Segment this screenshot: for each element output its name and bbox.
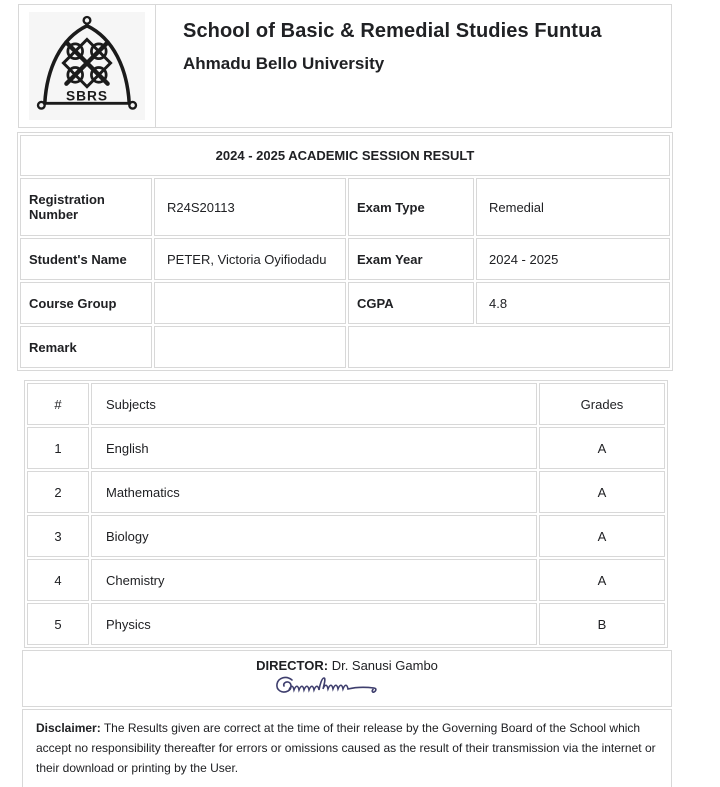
subject-index: 2	[27, 471, 89, 513]
director-signature-icon	[272, 674, 422, 701]
exam-year-value: 2024 - 2025	[476, 238, 670, 280]
subjects-header-row	[27, 383, 665, 425]
director-label: DIRECTOR:	[256, 658, 329, 673]
registration-number-value: R24S20113	[154, 178, 346, 236]
university-name: Ahmadu Bello University	[183, 54, 385, 73]
subject-grade: A	[539, 559, 665, 601]
header-titles	[156, 5, 671, 127]
remark-value	[154, 326, 346, 368]
remark-extra-cell	[348, 326, 670, 368]
subject-name: Physics	[91, 603, 537, 645]
exam-type-label: Exam Type	[348, 178, 474, 236]
table-row	[27, 427, 665, 469]
table-row	[27, 515, 665, 557]
student-name-label: Student's Name	[20, 238, 152, 280]
disclaimer-label: Disclaimer:	[36, 721, 101, 735]
table-row	[20, 178, 670, 236]
subject-name: Biology	[91, 515, 537, 557]
subject-name: Mathematics	[91, 471, 537, 513]
subject-grade: B	[539, 603, 665, 645]
sbrs-logo-icon	[29, 12, 145, 120]
subject-index: 1	[27, 427, 89, 469]
subject-index: 4	[27, 559, 89, 601]
table-row	[27, 559, 665, 601]
session-result-title: 2024 - 2025 ACADEMIC SESSION RESULT	[20, 135, 670, 176]
disclaimer-text: The Results given are correct at the time of their release by the Governing Board of the School which accept no responsibility thereafter for errors or omissions caused as the result of their transmission via the internet or their download or printing by the User.	[36, 721, 656, 775]
course-group-label: Course Group	[20, 282, 152, 324]
subject-index: 3	[27, 515, 89, 557]
student-name-value: PETER, Victoria Oyifiodadu	[154, 238, 346, 280]
logo-knot-icon	[63, 39, 110, 86]
subjects-table	[24, 380, 668, 648]
director-section	[22, 650, 672, 707]
logo-text: SBRS	[65, 88, 109, 104]
col-header-index: #	[27, 383, 89, 425]
table-row	[27, 603, 665, 645]
page-header	[18, 4, 672, 128]
col-header-grades: Grades	[539, 383, 665, 425]
subject-index: 5	[27, 603, 89, 645]
signature-stroke	[277, 677, 376, 692]
director-name: Dr. Sanusi Gambo	[331, 658, 438, 673]
col-header-subjects: Subjects	[91, 383, 537, 425]
subject-grade: A	[539, 515, 665, 557]
exam-type-value: Remedial	[476, 178, 670, 236]
logo-cell	[19, 5, 156, 127]
cgpa-value: 4.8	[476, 282, 670, 324]
table-row	[20, 282, 670, 324]
subject-name: English	[91, 427, 537, 469]
subject-grade: A	[539, 471, 665, 513]
subject-name: Chemistry	[91, 559, 537, 601]
subject-grade: A	[539, 427, 665, 469]
remark-label: Remark	[20, 326, 152, 368]
table-row	[20, 326, 670, 368]
session-result-table	[17, 132, 673, 371]
disclaimer-section	[22, 709, 672, 787]
registration-number-label: Registration Number	[20, 178, 152, 236]
course-group-value	[154, 282, 346, 324]
school-logo	[29, 12, 145, 120]
table-row	[20, 238, 670, 280]
exam-year-label: Exam Year	[348, 238, 474, 280]
cgpa-label: CGPA	[348, 282, 474, 324]
director-line	[23, 658, 671, 673]
school-name: School of Basic & Remedial Studies Funtua	[183, 20, 602, 42]
table-row	[27, 471, 665, 513]
